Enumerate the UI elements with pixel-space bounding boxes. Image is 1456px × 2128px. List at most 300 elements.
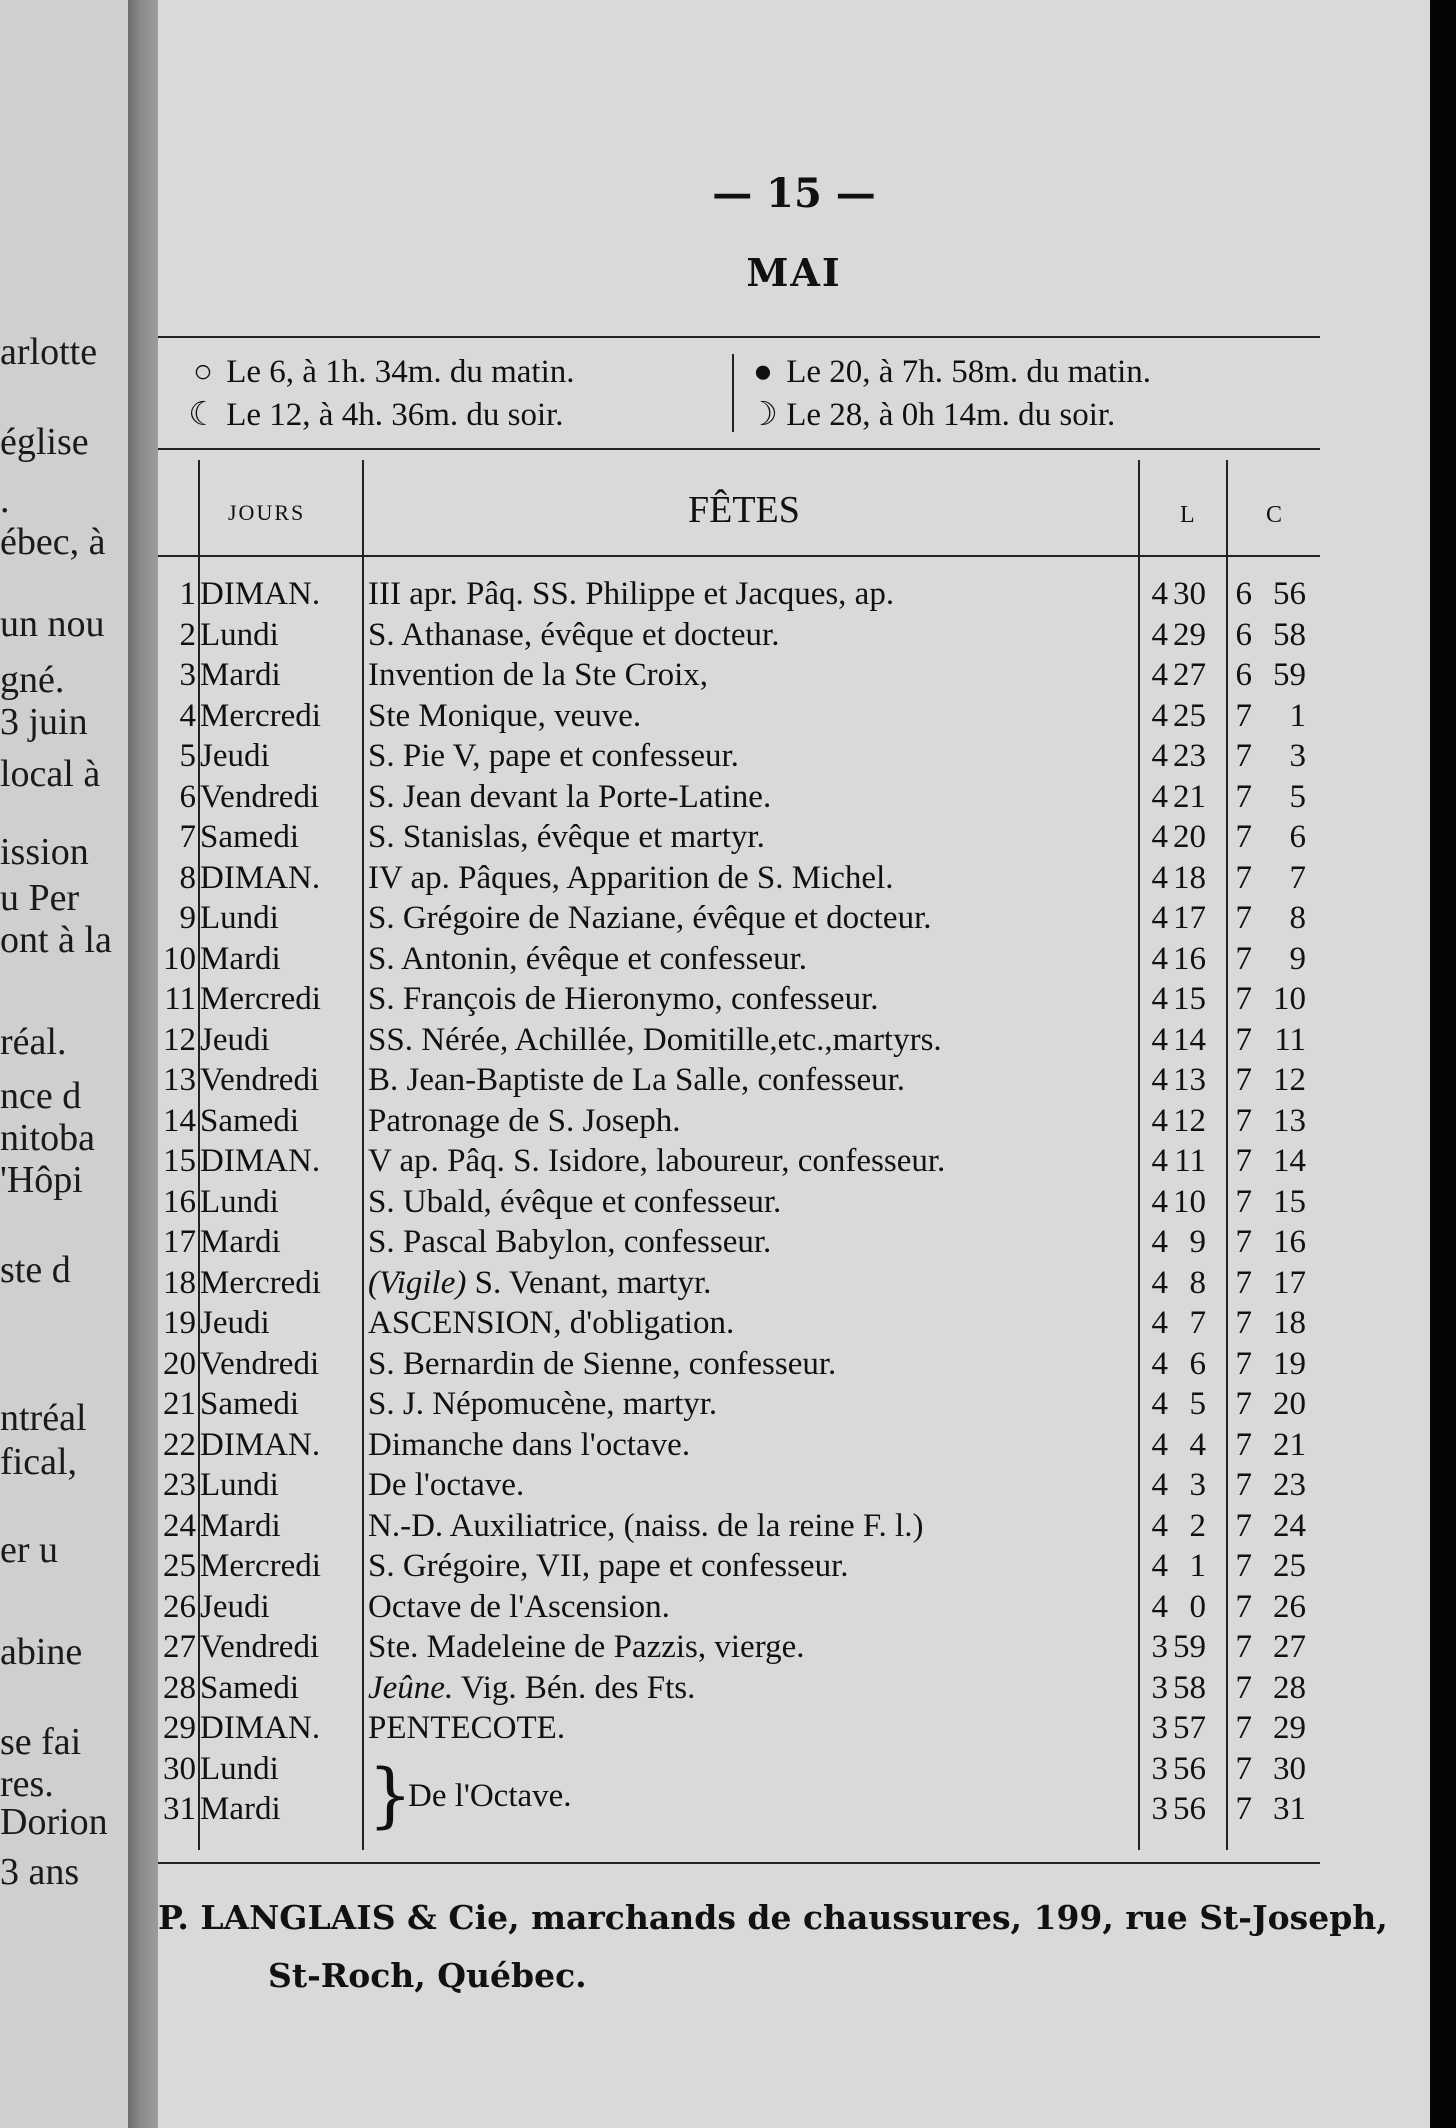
sunset-minute: 58	[1273, 616, 1306, 653]
weekday: Mardi	[200, 1791, 281, 1827]
sunset-hour: 7	[1235, 1548, 1252, 1584]
feast-name: S. Pie V, pape et confesseur.	[368, 738, 739, 774]
sunrise-hour: 4	[1151, 1548, 1168, 1584]
sunset-minute: 14	[1273, 1143, 1306, 1179]
weekday: Mardi	[200, 1224, 281, 1260]
day-number: 18	[163, 1264, 196, 1301]
table-row	[158, 858, 1430, 899]
sunrise-hour: 4	[1151, 1507, 1168, 1544]
left-page-text: église	[0, 421, 89, 463]
feast-name: Invention de la Ste Croix,	[368, 657, 709, 693]
sunset-hour: 7	[1235, 1750, 1252, 1787]
weekday: DIMAN.	[200, 1710, 321, 1746]
weekday: Lundi	[200, 900, 279, 936]
sunset-hour: 7	[1235, 1426, 1252, 1463]
table-row	[158, 979, 1430, 1020]
sunrise-hour: 4	[1151, 778, 1168, 815]
table-row	[158, 1344, 1430, 1385]
sunrise-hour: 4	[1151, 1021, 1168, 1058]
sunset-minute: 28	[1273, 1669, 1306, 1706]
sunset-hour: 7	[1235, 697, 1252, 734]
sunrise-hour: 4	[1151, 1102, 1168, 1139]
left-page-text: ission	[0, 831, 89, 873]
header-fetes: FÊTES	[688, 489, 800, 531]
day-number: 19	[163, 1305, 196, 1341]
day-number: 27	[163, 1629, 196, 1665]
left-page-text: 3 juin	[0, 701, 88, 743]
sunrise-hour: 4	[1151, 981, 1168, 1017]
table-row	[158, 1708, 1430, 1749]
weekday: Mercredi	[200, 1548, 321, 1584]
weekday: Jeudi	[200, 738, 270, 774]
sunset-minute: 56	[1273, 576, 1306, 612]
sunset-hour: 7	[1235, 738, 1252, 774]
day-number: 17	[163, 1224, 196, 1260]
left-page-text: fical,	[0, 1441, 78, 1483]
sunrise-minute: 7	[1189, 1305, 1206, 1341]
sunset-minute: 3	[1289, 738, 1306, 774]
table-row	[158, 777, 1430, 818]
weekday: Samedi	[200, 1102, 299, 1139]
feast-name: S. Antonin, évêque et confesseur.	[368, 940, 807, 977]
sunset-minute: 25	[1273, 1548, 1306, 1584]
sunrise-hour: 3	[1151, 1629, 1168, 1665]
table-row	[158, 1303, 1430, 1344]
header-coucher: C	[1266, 502, 1283, 528]
sunset-hour: 7	[1235, 1264, 1252, 1301]
sunset-minute: 10	[1273, 981, 1306, 1017]
feast-text: S. Venant, martyr.	[466, 1264, 712, 1301]
sunset-minute: 27	[1273, 1629, 1306, 1665]
day-number: 3	[179, 657, 196, 693]
day-number: 29	[163, 1710, 196, 1746]
left-page-text: se fai	[0, 1721, 82, 1763]
day-number: 10	[163, 940, 196, 977]
weekday: Samedi	[200, 1669, 299, 1706]
left-page-text: abine	[0, 1631, 83, 1673]
sunrise-hour: 4	[1151, 1305, 1168, 1341]
sunrise-hour: 3	[1151, 1710, 1168, 1746]
left-page-text: nitoba	[0, 1117, 95, 1159]
feast-name: IV ap. Pâques, Apparition de S. Michel.	[368, 859, 894, 896]
table-row	[158, 655, 1430, 696]
sunrise-minute: 56	[1173, 1791, 1206, 1827]
sunrise-minute: 16	[1173, 940, 1206, 977]
sunset-minute: 19	[1273, 1345, 1306, 1382]
first-quarter-moon-icon: ☽	[748, 397, 778, 433]
left-page-text: ont à la	[0, 919, 112, 961]
sunset-minute: 29	[1273, 1710, 1306, 1746]
sunset-minute: 5	[1289, 778, 1306, 815]
day-number: 31	[163, 1791, 196, 1827]
sunset-hour: 7	[1235, 940, 1252, 977]
day-number: 26	[163, 1588, 196, 1625]
left-page-text: nce d	[0, 1075, 82, 1117]
first-quarter-text: Le 28, à 0h 14m. du soir.	[786, 397, 1116, 433]
sunrise-hour: 4	[1151, 1588, 1168, 1625]
day-number: 14	[163, 1102, 196, 1139]
sunset-hour: 7	[1235, 1507, 1252, 1544]
sunset-hour: 6	[1235, 616, 1252, 653]
sunrise-minute: 2	[1189, 1507, 1206, 1544]
sunset-minute: 9	[1289, 940, 1306, 977]
weekday: Mardi	[200, 940, 281, 977]
almanac-page	[158, 0, 1430, 2128]
new-moon-text: Le 20, à 7h. 58m. du matin.	[786, 354, 1152, 390]
table-row	[158, 1587, 1430, 1628]
sunset-minute: 18	[1273, 1305, 1306, 1341]
full-moon-line	[188, 354, 575, 391]
sunset-minute: 23	[1273, 1467, 1306, 1503]
sunrise-hour: 4	[1151, 1264, 1168, 1301]
weekday: Jeudi	[200, 1588, 270, 1625]
left-page-text: 'Hôpi	[0, 1159, 83, 1201]
sunset-hour: 7	[1235, 1669, 1252, 1706]
sunrise-minute: 25	[1173, 697, 1206, 734]
sunset-hour: 7	[1235, 1183, 1252, 1220]
feast-name: S. Grégoire de Naziane, évêque et docteur.	[368, 900, 932, 936]
day-number: 15	[163, 1143, 196, 1179]
weekday: Lundi	[200, 1183, 279, 1220]
sunset-hour: 7	[1235, 1588, 1252, 1625]
feast-name: De l'octave.	[368, 1467, 525, 1503]
sunrise-hour: 4	[1151, 1467, 1168, 1503]
left-page-text: 3 ans	[0, 1851, 80, 1893]
sunrise-minute: 9	[1189, 1224, 1206, 1260]
day-number: 21	[163, 1386, 196, 1422]
table-row	[158, 1546, 1430, 1587]
weekday: Samedi	[200, 819, 299, 855]
sunset-hour: 7	[1235, 778, 1252, 815]
day-number: 11	[164, 981, 196, 1017]
sunrise-hour: 4	[1151, 657, 1168, 693]
weekday: Mercredi	[200, 697, 321, 734]
sunrise-minute: 14	[1173, 1021, 1206, 1058]
left-page-text: ébec, à	[0, 521, 106, 563]
sunrise-hour: 4	[1151, 819, 1168, 855]
sunset-hour: 7	[1235, 981, 1252, 1017]
sunset-hour: 7	[1235, 1629, 1252, 1665]
left-page-text: Dorion	[0, 1801, 108, 1843]
sunrise-minute: 11	[1174, 1143, 1206, 1179]
feast-name: Ste. Madeleine de Pazzis, vierge.	[368, 1629, 805, 1665]
new-moon-icon: ●	[753, 354, 773, 390]
moon-bottom-rule	[158, 448, 1320, 450]
header-jours: JOURS	[228, 500, 306, 525]
feast-name: V ap. Pâq. S. Isidore, laboureur, confesseur.	[368, 1143, 946, 1179]
sunset-hour: 7	[1235, 1791, 1252, 1827]
left-page-text: er u	[0, 1529, 59, 1571]
first-quarter-line	[748, 394, 1115, 434]
sunset-hour: 7	[1235, 1062, 1252, 1098]
weekday: Samedi	[200, 1386, 299, 1422]
feast-name: III apr. Pâq. SS. Philippe et Jacques, ap.	[368, 576, 895, 612]
table-bottom-rule	[158, 1862, 1320, 1864]
sunrise-minute: 59	[1173, 1629, 1206, 1665]
sunset-hour: 7	[1235, 1710, 1252, 1746]
feast-name: SS. Nérée, Achillée, Domitille,etc.,martyrs.	[368, 1021, 942, 1058]
sunset-minute: 15	[1273, 1183, 1306, 1220]
table-row	[158, 1060, 1430, 1101]
feast-name: S. J. Népomucène, martyr.	[368, 1386, 718, 1422]
sunrise-minute: 15	[1173, 981, 1206, 1017]
grouped-fete: De l'Octave.	[408, 1778, 572, 1814]
sunset-minute: 30	[1273, 1750, 1306, 1787]
sunrise-minute: 17	[1173, 900, 1206, 936]
sunrise-minute: 56	[1173, 1750, 1206, 1787]
sunrise-hour: 4	[1151, 1143, 1168, 1179]
table-row	[158, 574, 1430, 615]
advert-line-2: St-Roch, Québec.	[268, 1956, 587, 1995]
weekday: Jeudi	[200, 1021, 270, 1058]
sunrise-minute: 30	[1173, 576, 1206, 612]
day-number: 16	[163, 1183, 196, 1220]
sunset-hour: 7	[1235, 1102, 1252, 1139]
left-page-text: réal.	[0, 1021, 67, 1063]
sunset-minute: 59	[1273, 657, 1306, 693]
feast-name: S. Athanase, évêque et docteur.	[368, 616, 780, 653]
feast-name: Dimanche dans l'octave.	[368, 1426, 691, 1463]
table-row	[158, 1263, 1430, 1304]
day-number: 12	[163, 1021, 196, 1058]
sunset-minute: 8	[1289, 900, 1306, 936]
sunset-minute: 12	[1273, 1062, 1306, 1098]
sunrise-minute: 3	[1189, 1467, 1206, 1503]
scan-edge	[1430, 0, 1456, 2128]
sunrise-hour: 4	[1151, 1062, 1168, 1098]
book-binding	[128, 0, 158, 2128]
left-page-text: gné.	[0, 659, 65, 701]
feast-name: Octave de l'Ascension.	[368, 1588, 670, 1625]
sunrise-hour: 4	[1151, 1224, 1168, 1260]
table-row	[158, 1749, 1430, 1790]
table-row	[158, 817, 1430, 858]
weekday: Vendredi	[200, 1629, 320, 1665]
sunset-hour: 7	[1235, 1224, 1252, 1260]
weekday: DIMAN.	[200, 1143, 321, 1179]
sunset-minute: 6	[1289, 819, 1306, 855]
left-page-text: local à	[0, 753, 101, 795]
day-number: 2	[179, 616, 196, 653]
feast-name: S. Jean devant la Porte-Latine.	[368, 778, 772, 815]
month-title: MAI	[746, 250, 842, 295]
feast-name: S. Bernardin de Sienne, confesseur.	[368, 1345, 837, 1382]
table-row	[158, 736, 1430, 777]
feast-name: PENTECOTE.	[368, 1710, 566, 1746]
day-number: 24	[163, 1507, 196, 1544]
weekday: DIMAN.	[200, 859, 321, 896]
sunset-minute: 1	[1289, 697, 1306, 734]
sunset-hour: 7	[1235, 1345, 1252, 1382]
sunrise-hour: 4	[1151, 1426, 1168, 1463]
table-row	[158, 1182, 1430, 1223]
weekday: DIMAN.	[200, 576, 321, 612]
sunrise-minute: 57	[1173, 1710, 1206, 1746]
left-page-text: res.	[0, 1763, 54, 1805]
sunrise-minute: 20	[1173, 819, 1206, 855]
feast-name: N.-D. Auxiliatrice, (naiss. de la reine F. l.)	[368, 1507, 924, 1544]
table-row	[158, 1020, 1430, 1061]
feast-name: ASCENSION, d'obligation.	[368, 1305, 735, 1341]
table-row	[158, 1384, 1430, 1425]
header-lever: L	[1180, 502, 1195, 528]
weekday: Mercredi	[200, 981, 321, 1017]
sunrise-hour: 3	[1151, 1750, 1168, 1787]
feast-name: Patronage de S. Joseph.	[368, 1102, 681, 1139]
day-number: 20	[163, 1345, 196, 1382]
sunrise-hour: 4	[1151, 859, 1168, 896]
table-row	[158, 898, 1430, 939]
left-page-text: arlotte	[0, 331, 98, 373]
sunrise-minute: 0	[1189, 1588, 1206, 1625]
day-number: 9	[179, 900, 196, 936]
feast-name: S. François de Hieronymo, confesseur.	[368, 981, 879, 1017]
sunset-hour: 7	[1235, 900, 1252, 936]
day-number: 28	[163, 1669, 196, 1706]
last-quarter-text: Le 12, à 4h. 36m. du soir.	[226, 397, 564, 433]
day-number: 30	[163, 1750, 196, 1787]
weekday: Lundi	[200, 1750, 279, 1787]
sunset-minute: 16	[1273, 1224, 1306, 1260]
day-number: 23	[163, 1467, 196, 1503]
sunrise-minute: 1	[1189, 1548, 1206, 1584]
sunrise-hour: 4	[1151, 576, 1168, 612]
sunrise-hour: 4	[1151, 900, 1168, 936]
table-row	[158, 1101, 1430, 1142]
adjacent-page-fragment	[0, 0, 128, 2128]
sunset-minute: 7	[1289, 859, 1306, 896]
day-number: 25	[163, 1548, 196, 1584]
feast-name	[368, 1263, 711, 1304]
last-quarter-moon-icon: ☾	[188, 397, 218, 433]
feast-name: S. Stanislas, évêque et martyr.	[368, 819, 765, 855]
sunset-hour: 6	[1235, 657, 1252, 693]
sunset-hour: 7	[1235, 1143, 1252, 1179]
sunrise-minute: 12	[1173, 1102, 1206, 1139]
top-rule	[158, 336, 1320, 338]
feast-name: B. Jean-Baptiste de La Salle, confesseur.	[368, 1062, 906, 1098]
weekday: Vendredi	[200, 1345, 320, 1382]
sunrise-minute: 13	[1173, 1062, 1206, 1098]
table-row	[158, 615, 1430, 656]
sunset-minute: 13	[1273, 1102, 1306, 1139]
last-quarter-line	[188, 394, 564, 434]
sunrise-minute: 5	[1189, 1386, 1206, 1422]
table-row	[158, 1141, 1430, 1182]
sunset-minute: 31	[1273, 1791, 1306, 1827]
sunrise-hour: 4	[1151, 1345, 1168, 1382]
sunrise-hour: 4	[1151, 1386, 1168, 1422]
sunset-hour: 7	[1235, 1021, 1252, 1058]
sunrise-minute: 27	[1173, 657, 1206, 693]
sunrise-minute: 10	[1173, 1183, 1206, 1220]
sunset-hour: 7	[1235, 859, 1252, 896]
sunset-hour: 7	[1235, 1467, 1252, 1503]
sunrise-hour: 4	[1151, 940, 1168, 977]
sunset-minute: 20	[1273, 1386, 1306, 1422]
table-row	[158, 1506, 1430, 1547]
weekday: Mardi	[200, 1507, 281, 1544]
sunset-hour: 6	[1235, 576, 1252, 612]
day-number: 8	[179, 859, 196, 896]
table-row	[158, 1789, 1430, 1830]
sunrise-hour: 4	[1151, 738, 1168, 774]
sunset-minute: 26	[1273, 1588, 1306, 1625]
left-page-text: u Per	[0, 877, 80, 919]
feast-prefix: (Vigile)	[368, 1264, 467, 1301]
weekday: Vendredi	[200, 778, 320, 815]
left-page-text: un nou	[0, 603, 105, 645]
weekday: Lundi	[200, 616, 279, 653]
weekday: Lundi	[200, 1467, 279, 1503]
feast-text: Vig. Bén. des Fts.	[453, 1669, 696, 1706]
full-moon-icon: ○	[193, 354, 213, 390]
feast-name	[368, 1668, 695, 1709]
sunrise-hour: 3	[1151, 1669, 1168, 1706]
sunrise-minute: 4	[1189, 1426, 1206, 1463]
day-number: 5	[179, 738, 196, 774]
day-number: 7	[179, 819, 196, 855]
weekday: Jeudi	[200, 1305, 270, 1341]
sunrise-minute: 29	[1173, 616, 1206, 653]
weekday: DIMAN.	[200, 1426, 321, 1463]
table-row	[158, 1425, 1430, 1466]
sunset-hour: 7	[1235, 1386, 1252, 1422]
feast-name: Ste Monique, veuve.	[368, 697, 642, 734]
feast-prefix: Jeûne.	[368, 1669, 454, 1706]
day-number: 22	[163, 1426, 196, 1463]
sunrise-hour: 4	[1151, 1183, 1168, 1220]
sunrise-minute: 8	[1189, 1264, 1206, 1301]
table-row	[158, 939, 1430, 980]
left-page-text: .	[0, 479, 10, 521]
sunrise-hour: 4	[1151, 697, 1168, 734]
grouping-brace: }	[368, 1754, 413, 1836]
sunrise-hour: 4	[1151, 616, 1168, 653]
sunset-minute: 11	[1274, 1021, 1306, 1058]
table-row	[158, 1222, 1430, 1263]
sunset-minute: 21	[1273, 1426, 1306, 1463]
feast-name: S. Ubald, évêque et confesseur.	[368, 1183, 782, 1220]
sunset-minute: 24	[1273, 1507, 1306, 1544]
left-page-text: ntréal	[0, 1397, 87, 1439]
new-moon-line	[748, 354, 1151, 391]
day-number: 13	[163, 1062, 196, 1098]
page-number: — 15 —	[712, 170, 876, 217]
advert-line-1: P. LANGLAIS & Cie, marchands de chaussures, 199, rue St-Joseph,	[158, 1898, 1388, 1937]
table-row	[158, 1627, 1430, 1668]
feast-name: S. Grégoire, VII, pape et confesseur.	[368, 1548, 849, 1584]
moon-divider	[732, 354, 734, 432]
sunset-hour: 7	[1235, 819, 1252, 855]
table-row	[158, 696, 1430, 737]
sunset-hour: 7	[1235, 1305, 1252, 1341]
left-page-text: ste d	[0, 1249, 71, 1291]
full-moon-text: Le 6, à 1h. 34m. du matin.	[226, 354, 575, 390]
sunrise-minute: 18	[1173, 859, 1206, 896]
feast-name: S. Pascal Babylon, confesseur.	[368, 1224, 772, 1260]
table-row	[158, 1465, 1430, 1506]
day-number: 4	[179, 697, 196, 734]
sunrise-minute: 6	[1189, 1345, 1206, 1382]
table-row	[158, 1668, 1430, 1709]
header-rule	[158, 555, 1320, 557]
sunrise-minute: 23	[1173, 738, 1206, 774]
sunrise-minute: 21	[1173, 778, 1206, 815]
day-number: 1	[179, 576, 196, 612]
weekday: Mercredi	[200, 1264, 321, 1301]
weekday: Mardi	[200, 657, 281, 693]
